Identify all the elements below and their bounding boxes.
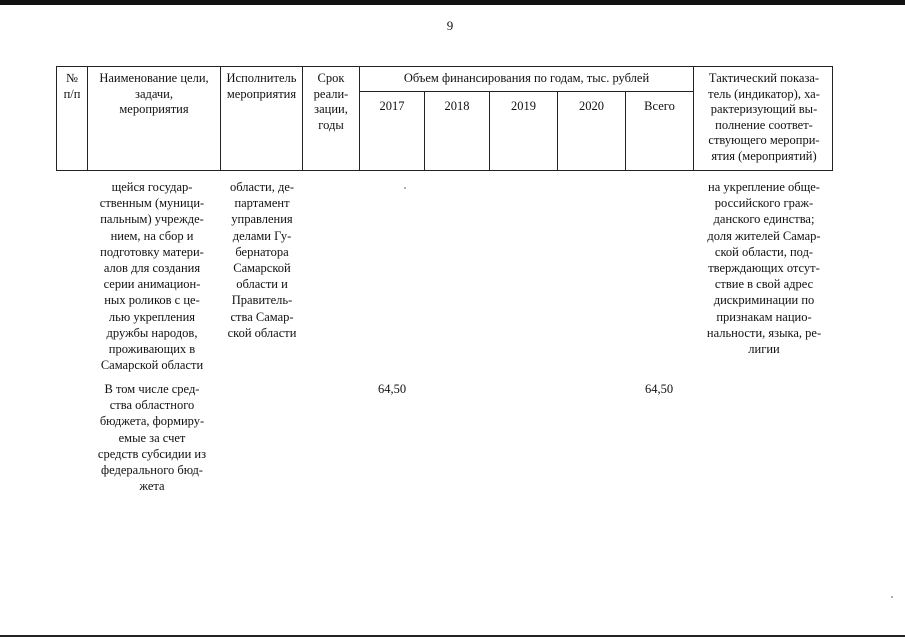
scan-speck <box>891 596 893 598</box>
header-term: Срок реали- зации, годы <box>313 71 349 132</box>
header-financing: Объем финансирования по годам, тыс. рублей <box>403 71 650 85</box>
page-number: 9 <box>446 18 454 33</box>
row1-executor: области, де- партамент управления делами Гу- бернатора Самарской области и Правитель- ства Самар- ской области <box>227 180 297 340</box>
header-indicator: Тактический показа- тель (индикатор), ха- рактеризующий вы- полнение соответ- ствующего меропри- ятия (мероприятий) <box>708 71 820 163</box>
row2-value-2017: 64,50 <box>377 382 407 396</box>
header-year-2019: 2019 <box>511 99 536 113</box>
bottom-border <box>0 635 905 637</box>
header-name: Наименование цели, задачи, мероприятия <box>99 71 209 116</box>
top-border <box>0 0 905 5</box>
row2-name: В том числе сред- ства областного бюджета, формиру- емые за счет средств субсидии из федерального бюд- жета <box>97 382 207 494</box>
table-header <box>56 66 833 171</box>
header-number: № п/п <box>63 71 81 101</box>
row1-name: щейся государ- ственным (муници- пальным) учрежде- нием, на сбор и подготовку матери- алов для создания серии анимацион- ных роликов с це- лью укрепления дружбы народов, проживающих в Самарской области <box>99 180 205 373</box>
header-executor: Исполнитель мероприятия <box>226 71 297 101</box>
row2-value-total: 64,50 <box>644 382 674 396</box>
header-year-2017: 2017 <box>379 99 405 113</box>
row1-indicator: на укрепление обще- российского граж- данского единства; доля жителей Самар- ской области, под- тверждающих отсут- ствие в свой адрес дискриминации по признакам нацио- нальности, языка, ре- лигии <box>706 180 822 357</box>
header-year-2018: 2018 <box>444 99 470 113</box>
header-year-2020: 2020 <box>579 99 604 113</box>
header-total: Всего <box>644 99 675 113</box>
scan-speck <box>404 187 406 189</box>
